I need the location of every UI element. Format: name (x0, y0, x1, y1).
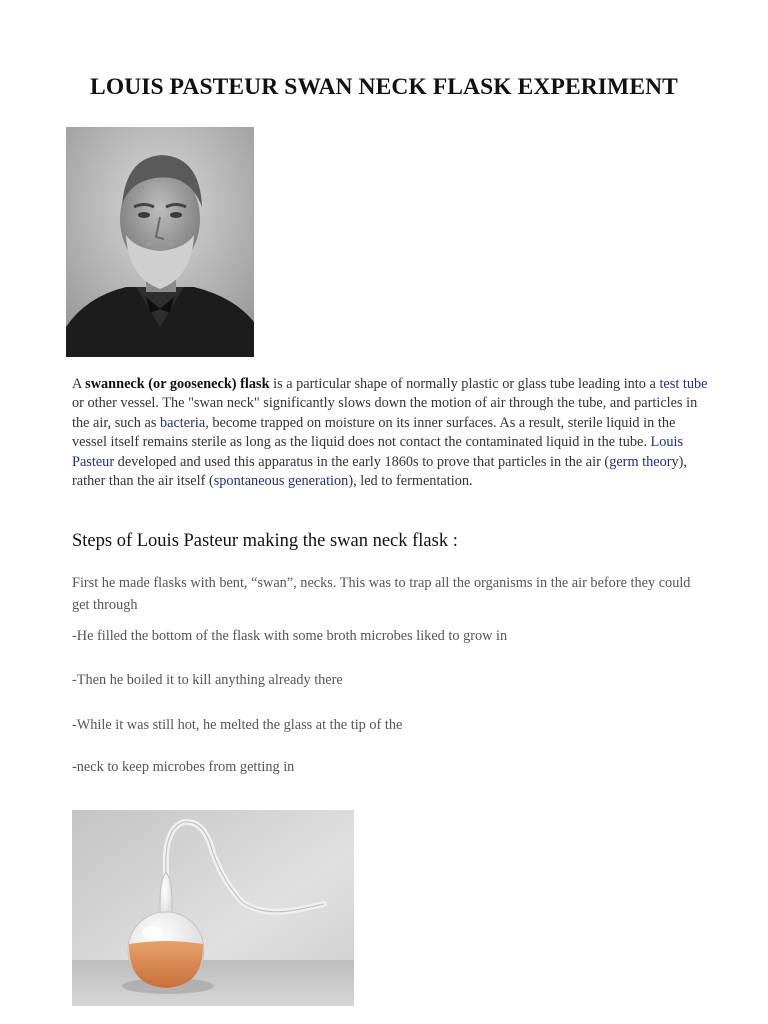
louis-pasteur-link[interactable]: Louis Pasteur (72, 434, 684, 470)
spontaneous-generation-link[interactable]: spontaneous generation (213, 473, 349, 490)
swan-neck-flask-illustration (72, 810, 354, 1006)
step-item: First he made flasks with bent, “swan”, necks. This was to trap all the organisms in the air before they could get through (72, 575, 691, 613)
step-item: -Then he boiled it to kill anything already there (72, 672, 343, 688)
step-item: -neck to keep microbes from getting in (72, 759, 295, 775)
intro-text: developed and used this apparatus in the early 1860s to prove that particles in the air ( (114, 453, 610, 470)
intro-text: ), led to fermentation. (348, 473, 473, 490)
intro-text: is a particular shape of normally plastic or glass tube leading into a (269, 376, 660, 392)
intro-text: ), rather than the air itself ( (72, 453, 688, 490)
intro-text: A (72, 376, 86, 392)
germ-theory-link[interactable]: germ theory (609, 453, 679, 470)
step-item: -He filled the bottom of the flask with some broth microbes liked to grow in (72, 628, 508, 644)
test-tube-link[interactable]: test tube (659, 376, 708, 392)
step-item: -While it was still hot, he melted the glass at the tip of the (72, 717, 403, 733)
intro-paragraph (72, 375, 712, 491)
intro-text: or other vessel. The "swan neck" significantly slows down the motion of air through the tube, and particles in the air, such as (72, 395, 698, 431)
bacteria-link[interactable]: bacteria (159, 414, 206, 431)
intro-bold-term: swanneck (or gooseneck) flask (85, 376, 270, 392)
intro-text: , become trapped on moisture on its inner surfaces. As a result, sterile liquid in the vessel itself remains sterile as long as the liquid does not contact the contaminated liquid in the tube. (72, 414, 676, 451)
steps-heading: Steps of Louis Pasteur making the swan neck flask : (72, 531, 458, 551)
page-title: LOUIS PASTEUR SWAN NECK FLASK EXPERIMENT (90, 74, 678, 100)
louis-pasteur-portrait (66, 127, 254, 357)
